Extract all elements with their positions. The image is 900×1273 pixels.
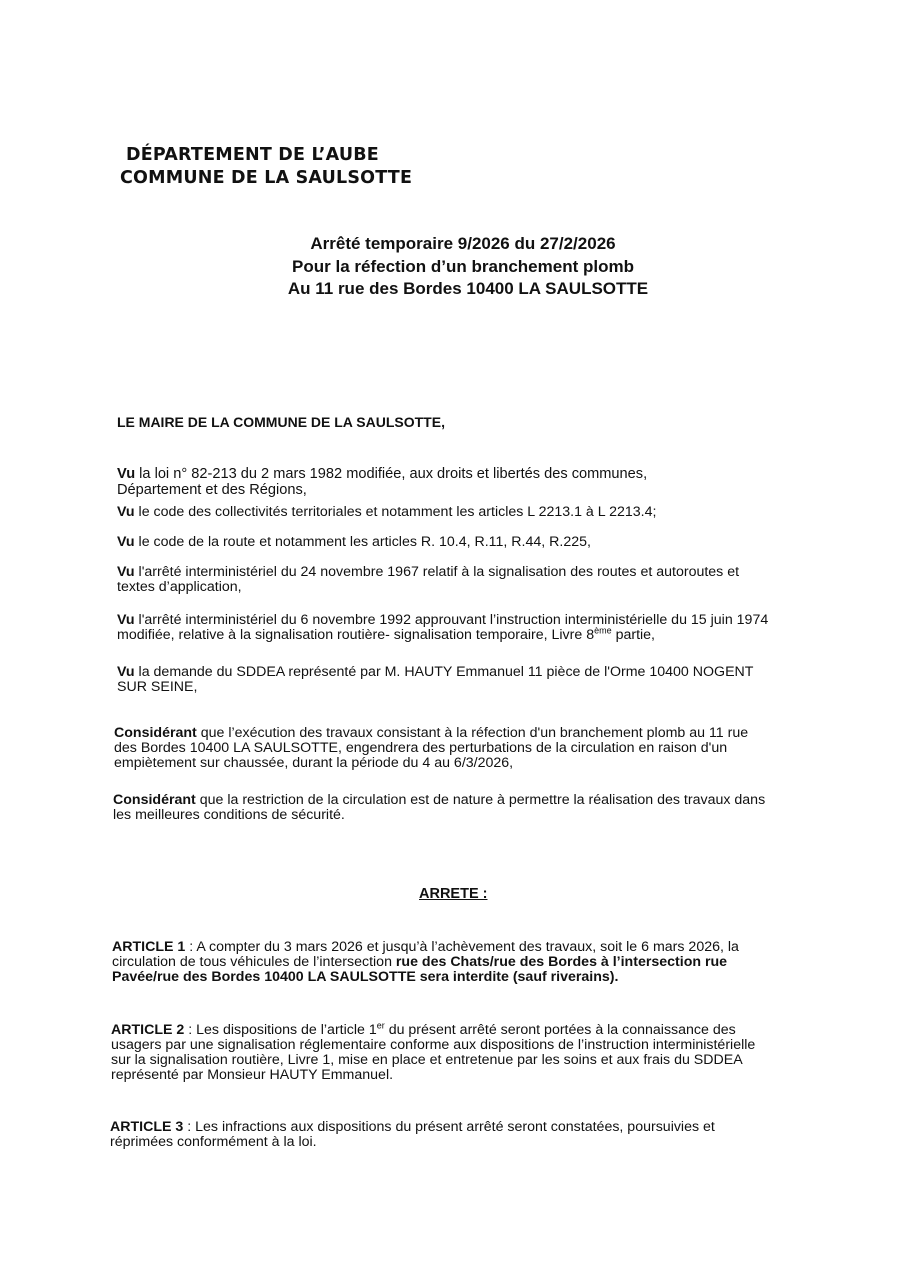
vu-text: partie, — [611, 627, 655, 643]
vu-text: l'arrêté interministériel du 6 novembre 1992 approuvant l’instruction interministérielle du 15 juin 1974 — [134, 612, 769, 628]
vu-text: textes d’application, — [117, 579, 242, 595]
article-text: réprimées conformément à la loi. — [110, 1134, 317, 1150]
vu-label: Vu — [117, 534, 135, 550]
article-label: ARTICLE 1 — [112, 939, 186, 955]
considerant-text: que l’exécution des travaux consistant à la réfection d'un branchement plomb au 11 rue — [196, 725, 749, 741]
vu-label: Vu — [117, 504, 135, 520]
vu-text: le code des collectivités territoriales et notamment les articles L 2213.1 à L 2213.4; — [134, 504, 657, 520]
vu-paragraph-2 — [117, 505, 817, 520]
vu-paragraph-4 — [117, 565, 817, 595]
article-text-bold: Pavée/rue des Bordes 10400 LA SAULSOTTE sera interdite (sauf riverains). — [112, 969, 619, 985]
considerant-text: que la restriction de la circulation est de nature à permettre la réalisation des travaux dans — [195, 792, 766, 808]
article-text: circulation de tous véhicules de l’intersection — [112, 954, 396, 970]
considerant-paragraph-2 — [113, 793, 813, 823]
article-label: ARTICLE 3 — [110, 1119, 184, 1135]
considerant-text: des Bordes 10400 LA SAULSOTTE, engendrera des perturbations de la circulation en raison d'un — [114, 740, 728, 756]
vu-paragraph-3 — [117, 535, 817, 550]
vu-label: Vu — [117, 612, 135, 628]
decree-title-line-3: Au 11 rue des Bordes 10400 LA SAULSOTTE — [287, 279, 649, 298]
considerant-text: les meilleures conditions de sécurité. — [113, 807, 345, 823]
vu-text: SUR SEINE, — [117, 679, 198, 695]
vu-text: modifiée, relative à la signalisation routière- signalisation temporaire, Livre 8 — [117, 627, 595, 643]
vu-paragraph-5 — [117, 613, 817, 643]
vu-label: Vu — [117, 466, 136, 482]
commune-heading: COMMUNE DE LA SAULSOTTE — [120, 168, 413, 188]
vu-text: l'arrêté interministériel du 24 novembre 1967 relatif à la signalisation des routes et autoroutes et — [134, 564, 740, 580]
considerant-paragraph-1 — [114, 726, 814, 771]
vu-text: la loi n° 82-213 du 2 mars 1982 modifiée, aux droits et libertés des communes, — [135, 466, 648, 482]
superscript: er — [376, 1020, 385, 1031]
vu-text: le code de la route et notamment les articles R. 10.4, R.11, R.44, R.225, — [134, 534, 591, 550]
article-2 — [111, 1020, 811, 1083]
vu-paragraph-1 — [117, 466, 817, 498]
mayor-heading: LE MAIRE DE LA COMMUNE DE LA SAULSOTTE, — [117, 414, 445, 430]
article-text: : Les infractions aux dispositions du présent arrêté seront constatées, poursuivies et — [183, 1119, 715, 1135]
article-1 — [112, 940, 812, 985]
vu-paragraph-6 — [117, 665, 817, 695]
vu-text: la demande du SDDEA représenté par M. HAUTY Emmanuel 11 pièce de l'Orme 10400 NOGENT — [134, 664, 754, 680]
article-text: sur la signalisation routière, Livre 1, mise en place et entretenue par les soins et aux frais du SDDEA — [111, 1052, 743, 1068]
considerant-label: Considérant — [114, 725, 197, 741]
decree-title-line-1: Arrêté temporaire 9/2026 du 27/2/2026 — [310, 234, 616, 253]
vu-label: Vu — [117, 664, 135, 680]
article-text: : A compter du 3 mars 2026 et jusqu’à l’achèvement des travaux, soit le 6 mars 2026, la — [185, 939, 739, 955]
vu-text: Département et des Régions, — [117, 482, 307, 498]
article-text-bold: rue des Chats/rue des Bordes à l’intersection rue — [395, 954, 728, 970]
considerant-text: empiètement sur chaussée, durant la période du 4 au 6/3/2026, — [114, 755, 514, 771]
vu-label: Vu — [117, 564, 135, 580]
decree-title-line-2: Pour la réfection d’un branchement plomb — [292, 257, 634, 276]
article-text: : Les dispositions de l’article 1 — [184, 1022, 377, 1038]
article-text: usagers par une signalisation réglementaire conforme aux dispositions de l’instruction interministérielle — [111, 1037, 756, 1053]
article-3 — [110, 1120, 810, 1150]
considerant-label: Considérant — [113, 792, 196, 808]
superscript: ème — [594, 625, 612, 636]
article-text: représenté par Monsieur HAUTY Emmanuel. — [111, 1067, 394, 1083]
department-heading: DÉPARTEMENT DE L’AUBE — [126, 145, 379, 165]
arrete-heading: ARRETE : — [419, 886, 488, 902]
article-label: ARTICLE 2 — [111, 1022, 185, 1038]
article-text: du présent arrêté seront portées à la connaissance des — [384, 1022, 736, 1038]
